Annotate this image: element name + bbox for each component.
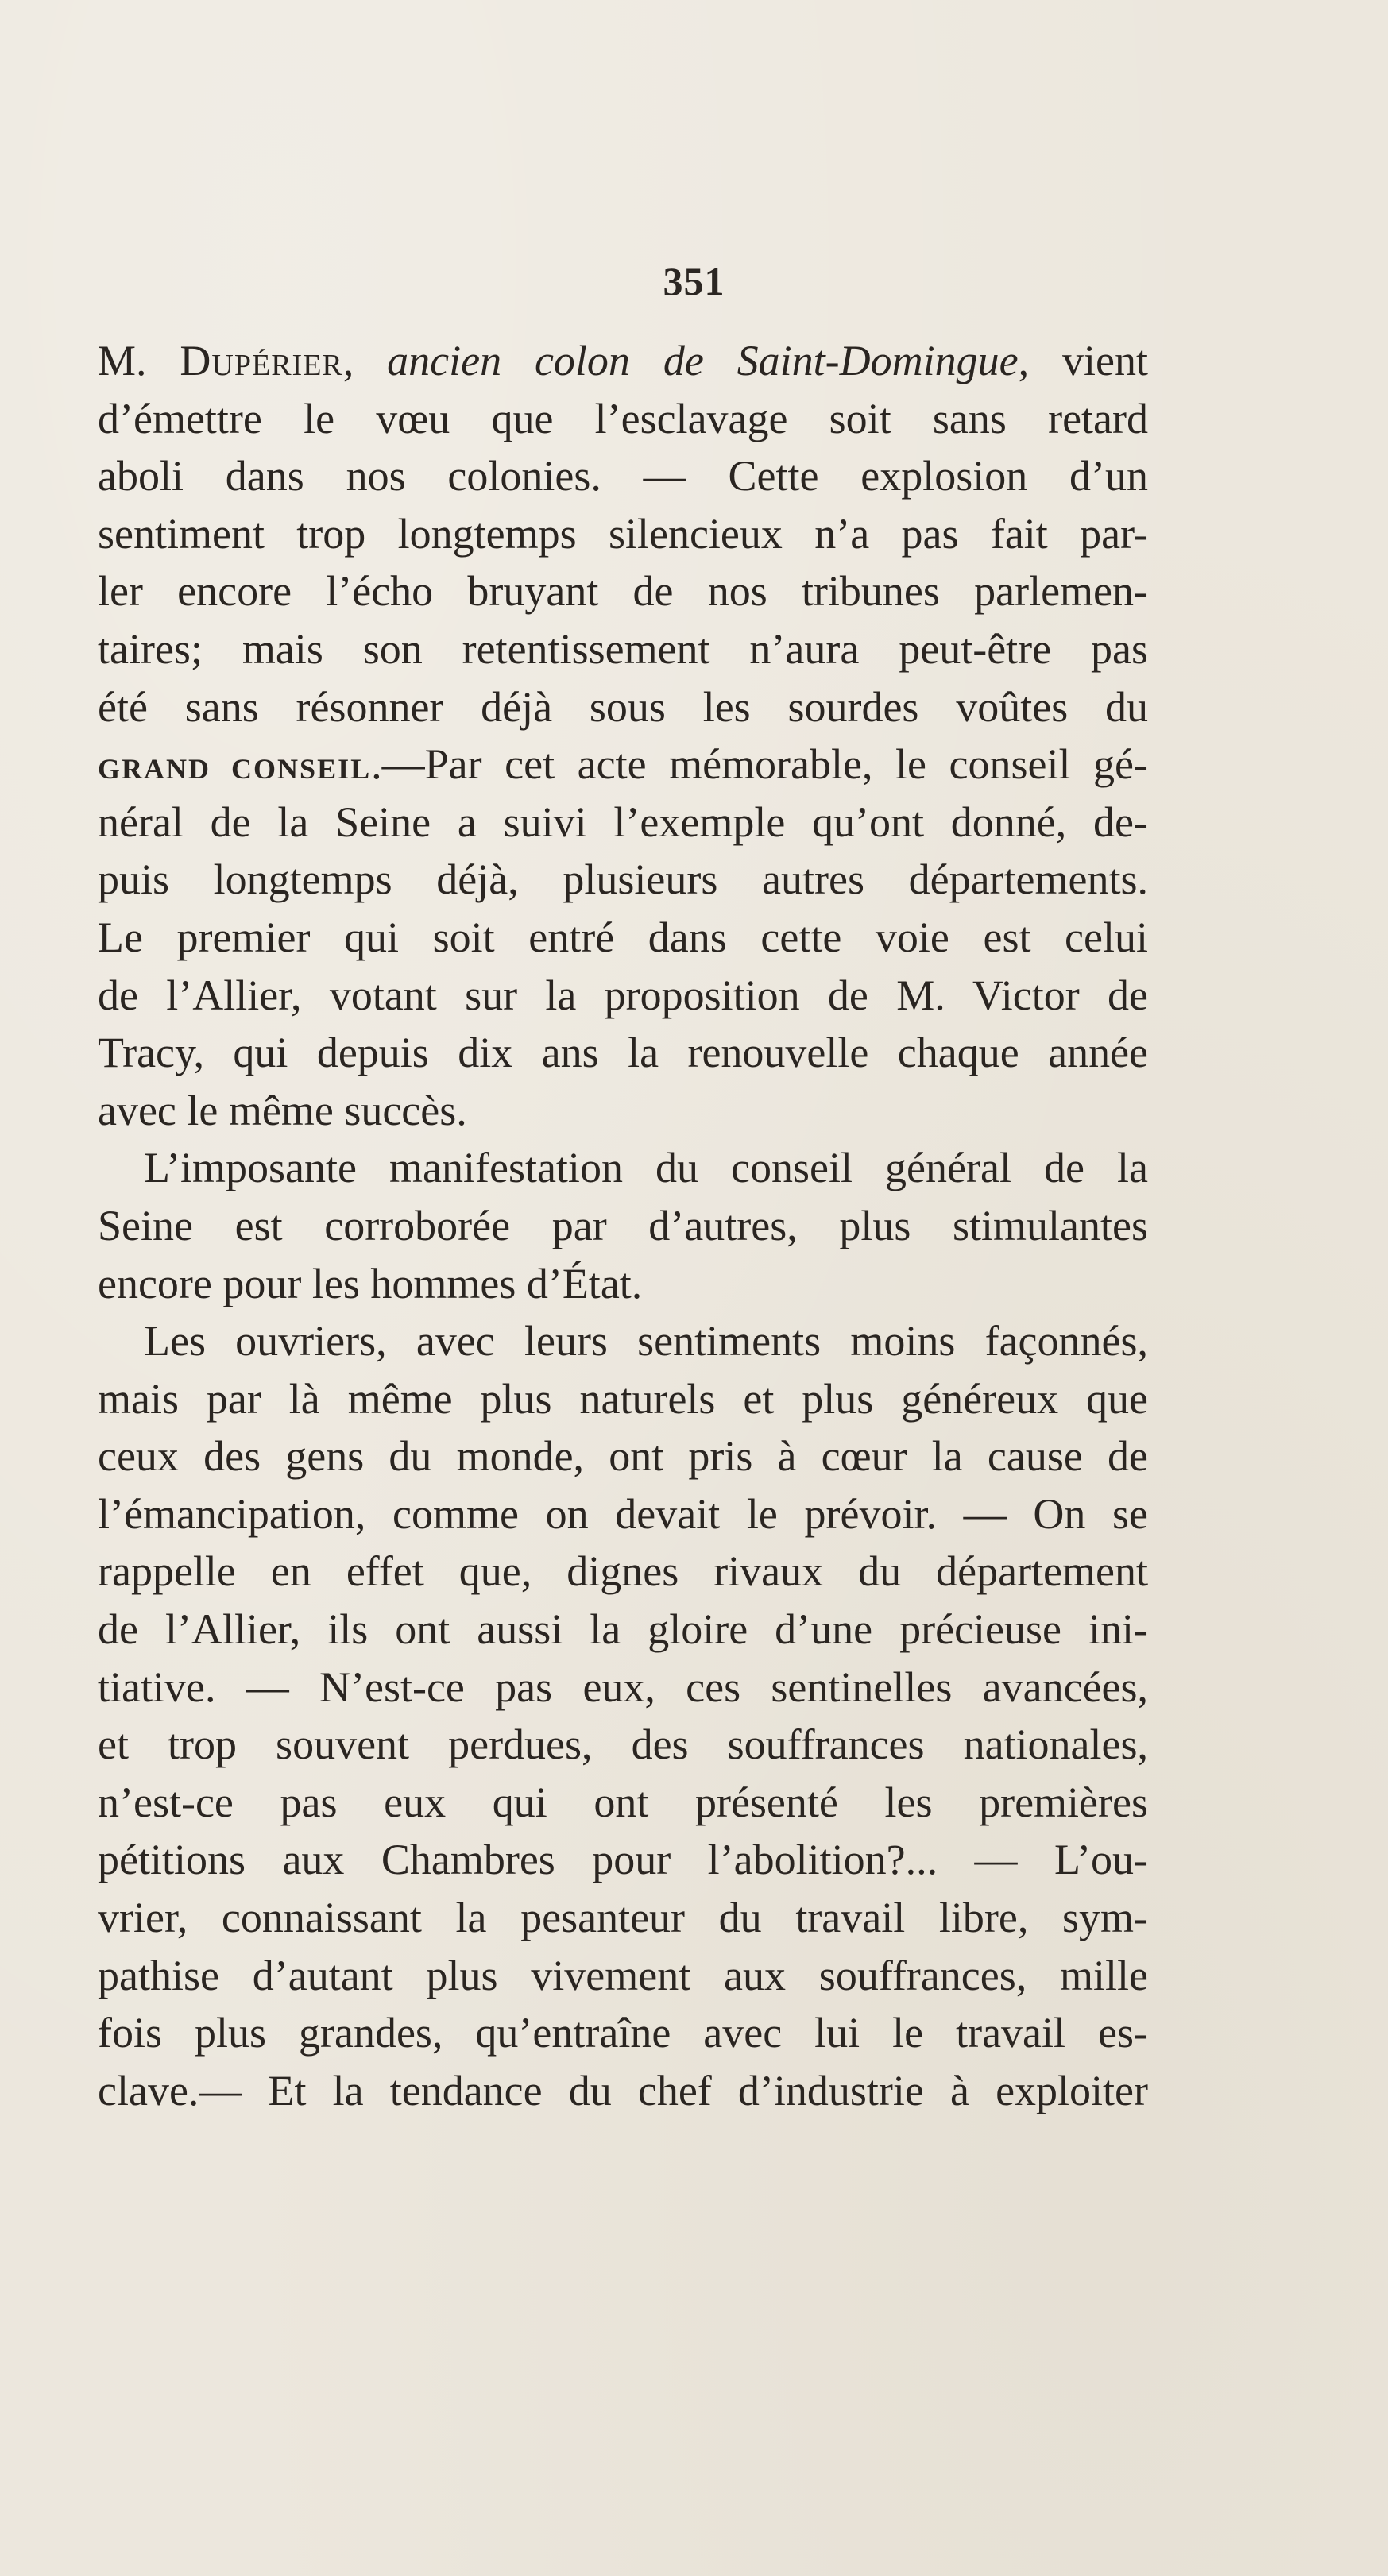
text-line xyxy=(98,1427,1148,1485)
text-line xyxy=(98,967,1148,1025)
text-segment: ler encore l’écho bruyant de nos tribunes parlemen- xyxy=(98,567,1148,616)
text-line xyxy=(98,1947,1148,2005)
text-segment: , vient xyxy=(1018,337,1148,384)
text-segment: ceux des gens du monde, ont pris à cœur la cause de xyxy=(98,1432,1148,1481)
text-line xyxy=(98,1139,1148,1197)
text-line xyxy=(98,1831,1148,1889)
text-segment: taires; mais son retentissement n’aura peut-être pas xyxy=(98,624,1148,673)
text-segment: GRAND CONSEIL xyxy=(98,753,372,786)
text-line xyxy=(98,1485,1148,1543)
text-segment: néral de la Seine a suivi l’exemple qu’ont donné, de- xyxy=(98,798,1148,846)
text-line xyxy=(98,620,1148,678)
text-segment: pétitions aux Chambres pour l’abolition?... — L’ou- xyxy=(98,1836,1148,1884)
text-line xyxy=(98,562,1148,620)
page-number: 351 xyxy=(663,259,725,303)
text-segment: vrier, connaissant la pesanteur du travail libre, sym- xyxy=(98,1894,1148,1942)
text-segment: Dupérier xyxy=(180,337,343,384)
text-segment: mais par là même plus naturels et plus généreux que xyxy=(98,1374,1148,1423)
text-segment: .—Par cet acte mémorable, le conseil gé- xyxy=(371,740,1149,789)
text-line xyxy=(98,1197,1148,1255)
text-segment: clave.— Et la tendance du chef d’industrie à exploiter xyxy=(98,2066,1148,2114)
text-line xyxy=(98,1082,1148,1140)
text-line xyxy=(98,1889,1148,1947)
text-line xyxy=(98,447,1148,505)
text-segment: Tracy, qui depuis dix ans la renouvelle chaque année xyxy=(98,1029,1148,1077)
text-segment: rappelle en effet que, dignes rivaux du département xyxy=(98,1547,1148,1596)
text-segment: tiative. — N’est-ce pas eux, ces sentinelles avancées, xyxy=(98,1663,1148,1711)
text-segment: ancien colon de Saint-Domingue xyxy=(387,337,1019,384)
text-line xyxy=(98,1543,1148,1601)
text-segment: n’est-ce pas eux qui ont présenté les premières xyxy=(98,1778,1148,1826)
text-segment: pathise d’autant plus vivement aux souffrances, mille xyxy=(98,1951,1148,1999)
text-segment: été sans résonner déjà sous les sourdes voûtes du xyxy=(98,682,1148,731)
text-segment: de l’Allier, votant sur la proposition de M. Victor de xyxy=(98,971,1148,1019)
text-segment: aboli dans nos colonies. — Cette explosion d’un xyxy=(98,452,1148,500)
text-line xyxy=(98,390,1148,448)
text-line xyxy=(98,736,1148,794)
text-segment: , xyxy=(342,337,388,384)
text-line xyxy=(98,678,1148,736)
text-line xyxy=(98,332,1148,390)
text-line xyxy=(98,1774,1148,1832)
text-line xyxy=(98,1312,1148,1370)
text-line xyxy=(98,851,1148,909)
text-line xyxy=(98,1601,1148,1659)
text-segment: Le premier qui soit entré dans cette voie est celui xyxy=(98,913,1148,961)
text-segment: encore pour les hommes d’État. xyxy=(98,1259,643,1307)
text-segment: fois plus grandes, qu’entraîne avec lui le travail es- xyxy=(98,2009,1148,2057)
text-line xyxy=(98,1255,1148,1313)
text-segment: puis longtemps déjà, plusieurs autres départements. xyxy=(98,855,1148,904)
text-line xyxy=(98,2062,1148,2120)
text-segment: d’émettre le vœu que l’esclavage soit sans retard xyxy=(98,394,1148,442)
body-text xyxy=(98,332,1148,2119)
text-segment: de l’Allier, ils ont aussi la gloire d’une précieuse ini- xyxy=(98,1605,1148,1654)
text-segment: et trop souvent perdues, des souffrances nationales, xyxy=(98,1721,1148,1769)
text-line xyxy=(98,2004,1148,2062)
text-line xyxy=(98,909,1148,967)
text-line xyxy=(98,1370,1148,1428)
text-segment: sentiment trop longtemps silencieux n’a pas fait par- xyxy=(98,509,1148,558)
text-line xyxy=(98,1024,1148,1082)
text-line xyxy=(98,1716,1148,1774)
text-segment: l’émancipation, comme on devait le prévoir. — On se xyxy=(98,1489,1148,1538)
text-segment: L’imposante manifestation du conseil général de la xyxy=(144,1144,1148,1192)
text-line xyxy=(98,1659,1148,1717)
text-segment: M. xyxy=(98,337,180,384)
text-segment: avec le même succès. xyxy=(98,1086,467,1134)
text-line xyxy=(98,794,1148,852)
text-segment: Seine est corroborée par d’autres, plus stimulantes xyxy=(98,1201,1148,1249)
text-segment: Les ouvriers, avec leurs sentiments moins façonnés, xyxy=(144,1317,1148,1365)
text-line xyxy=(98,505,1148,563)
